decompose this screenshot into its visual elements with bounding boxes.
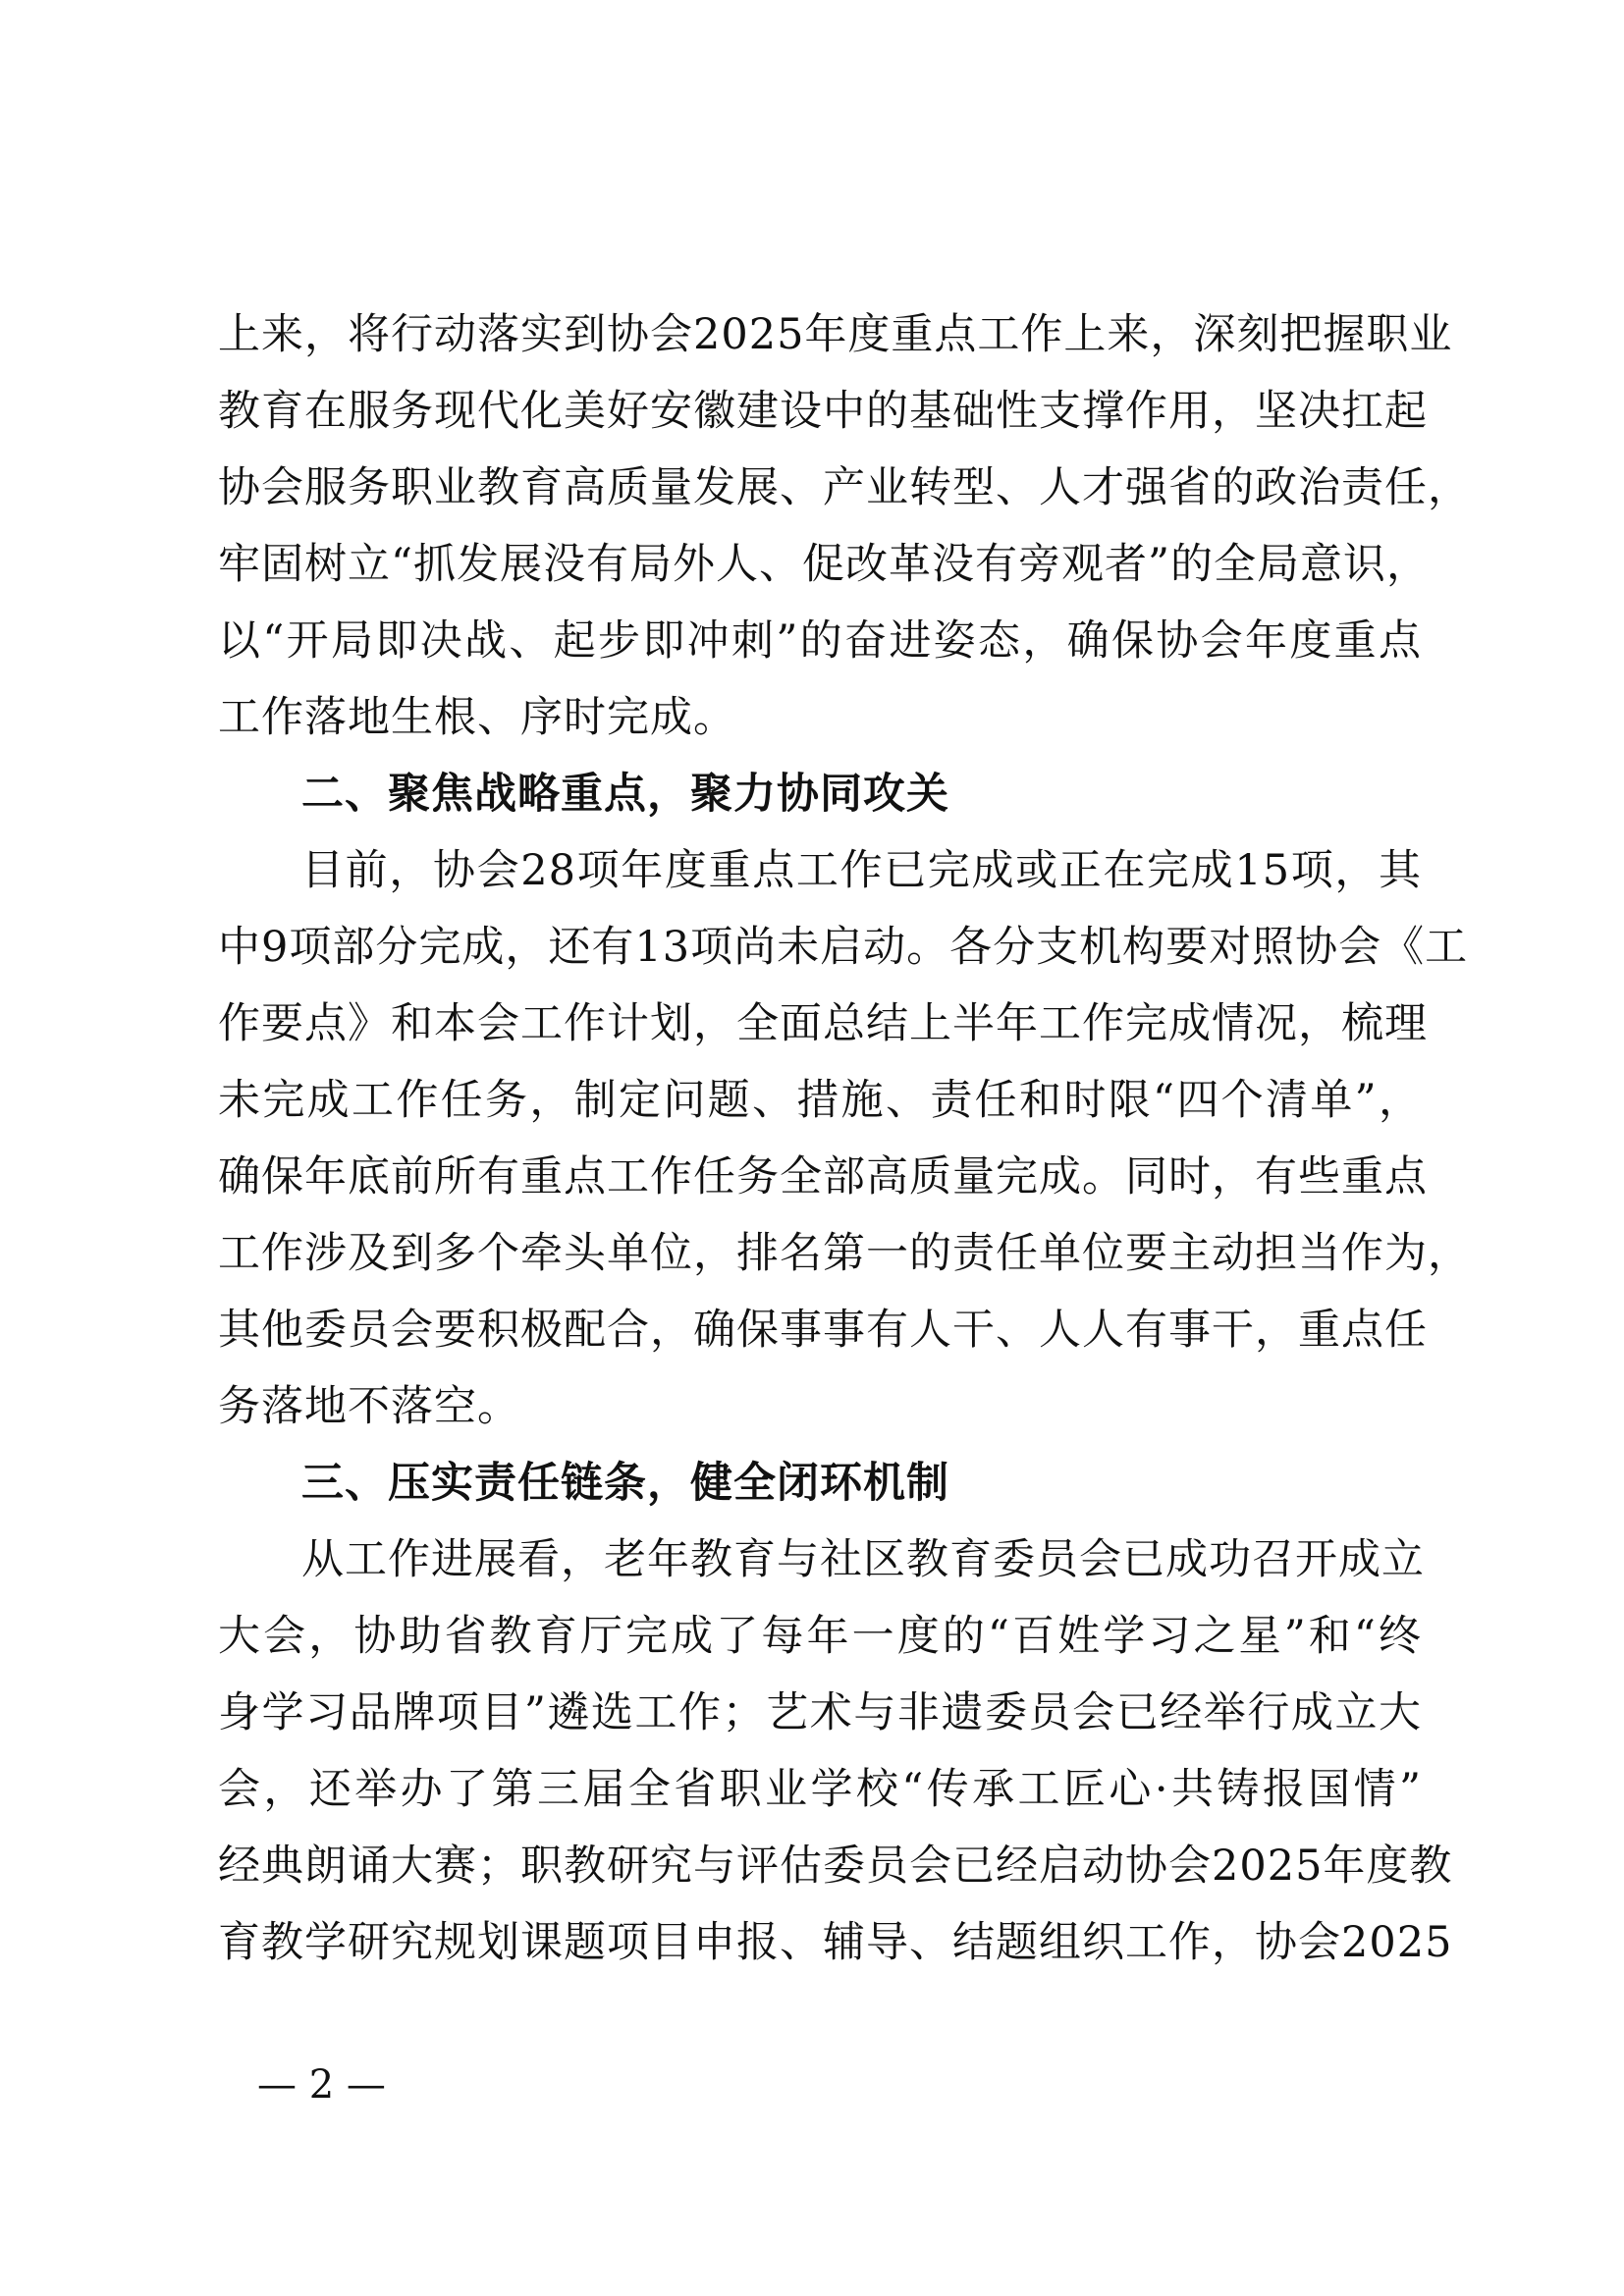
body-text-line: 会，还举办了第三届全省职业学校“传承工匠心·共铸报国情” xyxy=(218,1765,1422,1814)
body-text-line: 教育在服务现代化美好安徽建设中的基础性支撑作用，坚决扛起 xyxy=(218,387,1428,436)
body-text-line: 大会，协助省教育厅完成了每年一度的“百姓学习之星”和“终 xyxy=(218,1612,1422,1661)
page-number: — 2 — xyxy=(257,2062,386,2108)
body-text-line: 目前，协会28项年度重点工作已完成或正在完成15项，其 xyxy=(301,846,1422,895)
section-heading-2: 二、聚焦战略重点，聚力协同攻关 xyxy=(301,770,949,819)
body-text-line: 协会服务职业教育高质量发展、产业转型、人才强省的政治责任， xyxy=(218,463,1471,512)
body-text-line: 务落地不落空。 xyxy=(218,1382,520,1431)
body-text-line: 其他委员会要积极配合，确保事事有人干、人人有事干，重点任 xyxy=(218,1306,1428,1355)
body-text-line: 未完成工作任务，制定问题、措施、责任和时限“四个清单”， xyxy=(218,1076,1422,1125)
body-text-line: 上来，将行动落实到协会2025年度重点工作上来，深刻把握职业 xyxy=(218,310,1453,359)
body-text-line: 牢固树立“抓发展没有局外人、促改革没有旁观者”的全局意识， xyxy=(218,540,1430,589)
body-text-line: 确保年底前所有重点工作任务全部高质量完成。同时，有些重点 xyxy=(218,1152,1428,1201)
body-text-line: 中9项部分完成，还有13项尚未启动。各分支机构要对照协会《工 xyxy=(218,923,1469,972)
section-heading-3: 三、压实责任链条，健全闭环机制 xyxy=(301,1459,949,1508)
body-text-line: 作要点》和本会工作计划，全面总结上半年工作完成情况，梳理 xyxy=(218,999,1428,1048)
body-text-line: 工作落地生根、序时完成。 xyxy=(218,693,736,742)
body-text-line: 工作涉及到多个牵头单位，排名第一的责任单位要主动担当作为， xyxy=(218,1229,1471,1278)
body-text-line: 从工作进展看，老年教育与社区教育委员会已成功召开成立 xyxy=(301,1535,1425,1584)
body-text-line: 身学习品牌项目”遴选工作；艺术与非遗委员会已经举行成立大 xyxy=(218,1688,1422,1737)
body-text-line: 以“开局即决战、起步即冲刺”的奋进姿态，确保协会年度重点 xyxy=(218,616,1422,666)
body-text-line: 经典朗诵大赛；职教研究与评估委员会已经启动协会2025年度教 xyxy=(218,1842,1453,1891)
body-text-line: 育教学研究规划课题项目申报、辅导、结题组织工作，协会2025 xyxy=(218,1918,1453,1967)
